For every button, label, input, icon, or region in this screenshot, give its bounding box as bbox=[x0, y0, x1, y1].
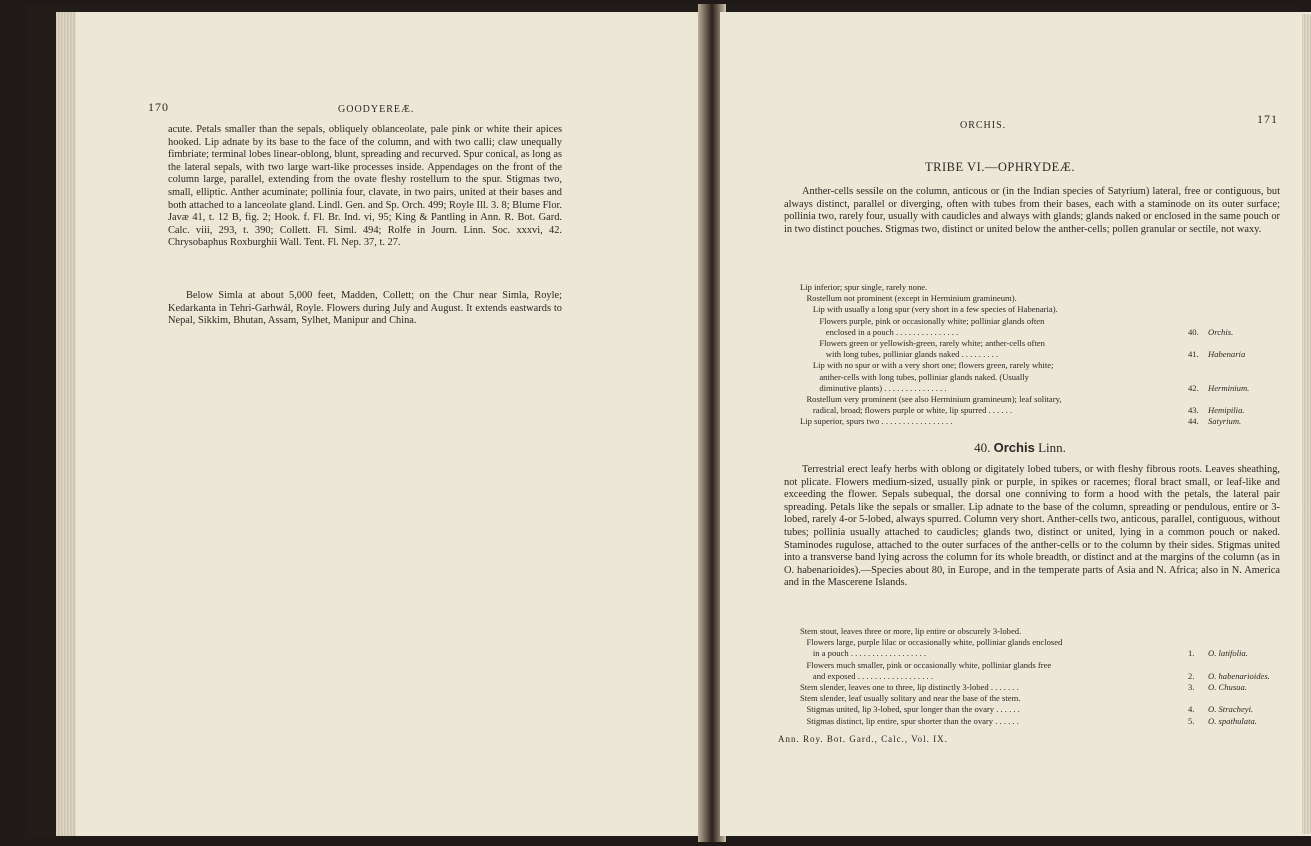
tribe-key-row bbox=[800, 383, 1280, 394]
tribe-key-row-text: Lip with usually a long spur (very short in a few species of Habenaria). bbox=[800, 304, 1058, 315]
genus-name: Orchis bbox=[993, 440, 1035, 455]
tribe-key-row bbox=[800, 293, 1280, 304]
species-key-row-text: Stem slender, leaves one to three, lip distinctly 3-lobed . . . . . . . bbox=[800, 681, 1019, 692]
genus-description: Terrestrial erect leafy herbs with oblong or digitately lobed tubers, or with fleshy fibrous roots. Leaves sheathing, not plicate. Flowers medium-sized, usually pink or purple, in spikes or racemes; floral bract small, or leaf-like and exceeding the flower. Sepals subequal, the dorsal one conniving to form a hood with the petals, the lateral pair spreading. Petals like the sepals or smaller. Lip adnate to the base of the column, spreading or pendulous, entire or 3-lobed, rarely 4-or 5-lobed, always spurred. Column very short. Anther-cells two, anticous, parallel, contiguous, without tubes; pollinia usually attached to caudicles; glands two, distinct or united, lying in a common pouch or naked. Staminodes rugulose, attached to the outer surfaces of the anther-cells or to the column by their sides. Stigmas united into a transverse band lying across the column for its whole breadth, or distinct and at the margins of the column (as in O. habenarioides).—Species about 80, in Europe, and in the temperate parts of Asia and N. Africa; also in N. America and in the Mascerene Islands. bbox=[784, 464, 1280, 589]
tribe-key-row bbox=[800, 405, 1280, 416]
tribe-key-row-genus: Herminium. bbox=[1208, 382, 1250, 393]
species-key bbox=[800, 626, 1280, 727]
species-key-row-number: 2. bbox=[1188, 670, 1195, 681]
species-key-row-genus: O. Stracheyi. bbox=[1208, 704, 1254, 715]
species-key-row-genus: O. Chusua. bbox=[1208, 681, 1247, 692]
right-running-title: ORCHIS. bbox=[960, 120, 1007, 131]
tribe-key-row-text: Flowers purple, pink or occasionally white; polliniar glands often bbox=[800, 315, 1045, 326]
tribe-key-row bbox=[800, 304, 1280, 315]
tribe-key-row-number: 41. bbox=[1188, 349, 1199, 360]
tribe-key-row bbox=[800, 416, 1280, 427]
tribe-key-row-genus: Satyrium. bbox=[1208, 416, 1242, 427]
tribe-key-row bbox=[800, 394, 1280, 405]
tribe-key-row-text: enclosed in a pouch . . . . . . . . . . . . . . . bbox=[800, 326, 959, 337]
tribe-key-row-text: with long tubes, polliniar glands naked . . . . . . . . . bbox=[800, 349, 999, 360]
tribe-key-row-text: Rostellum very prominent (see also Herminium gramineum); leaf solitary, bbox=[800, 393, 1062, 404]
tribe-key-row-number: 42. bbox=[1188, 382, 1199, 393]
species-key-row-text: Flowers much smaller, pink or occasionally white, polliniar glands free bbox=[800, 659, 1052, 670]
species-key-row-genus: O. spathulata. bbox=[1208, 715, 1257, 726]
genus-number: 40. bbox=[974, 440, 991, 455]
genus-heading bbox=[900, 440, 1140, 456]
tribe-key-row-number: 43. bbox=[1188, 405, 1199, 416]
species-key-row-number: 1. bbox=[1188, 648, 1195, 659]
tribe-key-row-genus: Habenaria bbox=[1208, 349, 1246, 360]
species-key-row-text: and exposed . . . . . . . . . . . . . . . . . . bbox=[800, 670, 933, 681]
species-key-row bbox=[800, 671, 1280, 682]
tribe-description: Anther-cells sessile on the column, anticous or (in the Indian species of Satyrium) lateral, free or contiguous, but always distinct, parallel or diverging, often with tubes from their bases, each with a staminode on its outer surface; pollinia two, rarely four, usually with caudicles and always with glands; glands naked or enclosed in the same pouch or in two distinct pouches. Stigmas two, distinct or united below the anther-cells; pollen granular or sectile, not waxy. bbox=[784, 186, 1280, 235]
tribe-key-row bbox=[800, 327, 1280, 338]
tribe-key-row-text: Lip superior, spurs two . . . . . . . . . . . . . . . . . bbox=[800, 416, 953, 427]
tribe-key-row-text: diminutive plants) . . . . . . . . . . . . . . . bbox=[800, 382, 947, 393]
right-page bbox=[720, 12, 1311, 836]
tribe-key-row-text: anther-cells with long tubes, polliniar glands naked. (Usually bbox=[800, 371, 1029, 382]
species-key-row-number: 5. bbox=[1188, 715, 1195, 726]
species-key-row-text: Stem stout, leaves three or more, lip entire or obscurely 3-lobed. bbox=[800, 626, 1022, 636]
species-key-row-text: Stem slender, leaf usually solitary and near the base of the stem. bbox=[800, 693, 1021, 704]
tribe-key-row-text: radical, broad; flowers purple or white, lip spurred . . . . . . bbox=[800, 405, 1013, 416]
left-paragraph-1: acute. Petals smaller than the sepals, obliquely oblanceolate, pale pink or white their apices hooked. Lip adnate by its base to the face of the column, and with two calli; claw unequally fimbriate; terminal lobes linear-oblong, blunt, spreading and recurved. Spur conical, as long as the lateral sepals, with two large wart-like processes inside. Appendages on the front of the column large, parallel, extending from the ovate fleshy rostellum to the spur. Stigmas two, small, elliptic. Anther acuminate; pollinia four, clavate, in two pairs, united at their bases and both attached to a lanceolate gland. Lindl. Gen. and Sp. Orch. 499; Royle Ill. 3. 8; Blume Flor. Javæ 41, t. 12 B, fig. 2; Hook. f. Fl. Br. Ind. vi, 95; King & Pantling in Ann. R. Bot. Gard. Calc. viii, 293, t. 390; Collett. Fl. Siml. 494; Rolfe in Journ. Linn. Soc. xxxvi, 42. Chrysobaphus Roxburghii Wall. Tent. Fl. Nep. 37, t. 27. bbox=[168, 124, 562, 249]
tribe-key-row-text: Lip with no spur or with a very short one; flowers green, rarely white; bbox=[800, 360, 1054, 371]
tribe-key-row bbox=[800, 349, 1280, 360]
species-key-row-text: Stigmas united, lip 3-lobed, spur longer than the ovary . . . . . . bbox=[800, 704, 1020, 715]
species-key-row bbox=[800, 693, 1280, 704]
tribe-key-row-text: Rostellum not prominent (except in Herminium gramineum). bbox=[800, 293, 1017, 304]
species-key-row bbox=[800, 648, 1280, 659]
left-running-title: GOODYEREÆ. bbox=[338, 104, 415, 115]
left-paragraph-2: Below Simla at about 5,000 feet, Madden, Collett; on the Chur near Simla, Royle; Kedarkanta in Tehri-Garhwál, Royle. Flowers during July and August. It extends eastwards to Nepal, Sikkim, Bhutan, Assam, Sylhet, Manipur and China. bbox=[168, 290, 562, 327]
species-key-row-number: 4. bbox=[1188, 704, 1195, 715]
species-key-row bbox=[800, 660, 1280, 671]
left-page-header bbox=[148, 100, 548, 116]
tribe-key-row bbox=[800, 282, 1280, 293]
species-key-row-text: in a pouch . . . . . . . . . . . . . . . . . . bbox=[800, 648, 927, 659]
tribe-key-row-text: Flowers green or yellowish-green, rarely white; anther-cells often bbox=[800, 337, 1045, 348]
species-key-row-genus: O. latifolia. bbox=[1208, 648, 1248, 659]
right-page-number: 171 bbox=[1257, 112, 1278, 126]
right-page-header bbox=[960, 112, 1278, 130]
species-key-row-text: Flowers large, purple lilac or occasionally white, polliniar glands enclosed bbox=[800, 637, 1063, 648]
species-key-row-genus: O. habenarioides. bbox=[1208, 670, 1270, 681]
species-key-row bbox=[800, 682, 1280, 693]
genus-author: Linn. bbox=[1038, 440, 1066, 455]
species-key-row bbox=[800, 716, 1280, 727]
left-page-edges bbox=[56, 12, 78, 836]
page-footer: Ann. Roy. Bot. Gard., Calc., Vol. IX. bbox=[778, 734, 948, 744]
species-key-row-number: 3. bbox=[1188, 681, 1195, 692]
tribe-key-row-genus: Hemipilia. bbox=[1208, 405, 1245, 416]
tribe-key-row-number: 40. bbox=[1188, 326, 1199, 337]
right-page-edges bbox=[1302, 14, 1311, 834]
species-key-row-text: Stigmas distinct, lip entire, spur shorter than the ovary . . . . . . bbox=[800, 715, 1019, 726]
species-key-row bbox=[800, 626, 1280, 637]
tribe-key-row bbox=[800, 372, 1280, 383]
tribe-key-row bbox=[800, 360, 1280, 371]
tribe-key-row-genus: Orchis. bbox=[1208, 326, 1234, 337]
left-page-number: 170 bbox=[148, 100, 169, 114]
book-spread bbox=[26, 4, 1301, 838]
species-key-row bbox=[800, 704, 1280, 715]
species-key-row bbox=[800, 637, 1280, 648]
tribe-key-row bbox=[800, 316, 1280, 327]
tribe-key-row bbox=[800, 338, 1280, 349]
tribe-heading: TRIBE VI.—OPHRYDEÆ. bbox=[925, 160, 1075, 174]
tribe-key bbox=[800, 282, 1280, 427]
tribe-key-row-number: 44. bbox=[1188, 416, 1199, 427]
left-page bbox=[76, 12, 704, 836]
tribe-key-row-text: Lip inferior; spur single, rarely none. bbox=[800, 282, 928, 292]
